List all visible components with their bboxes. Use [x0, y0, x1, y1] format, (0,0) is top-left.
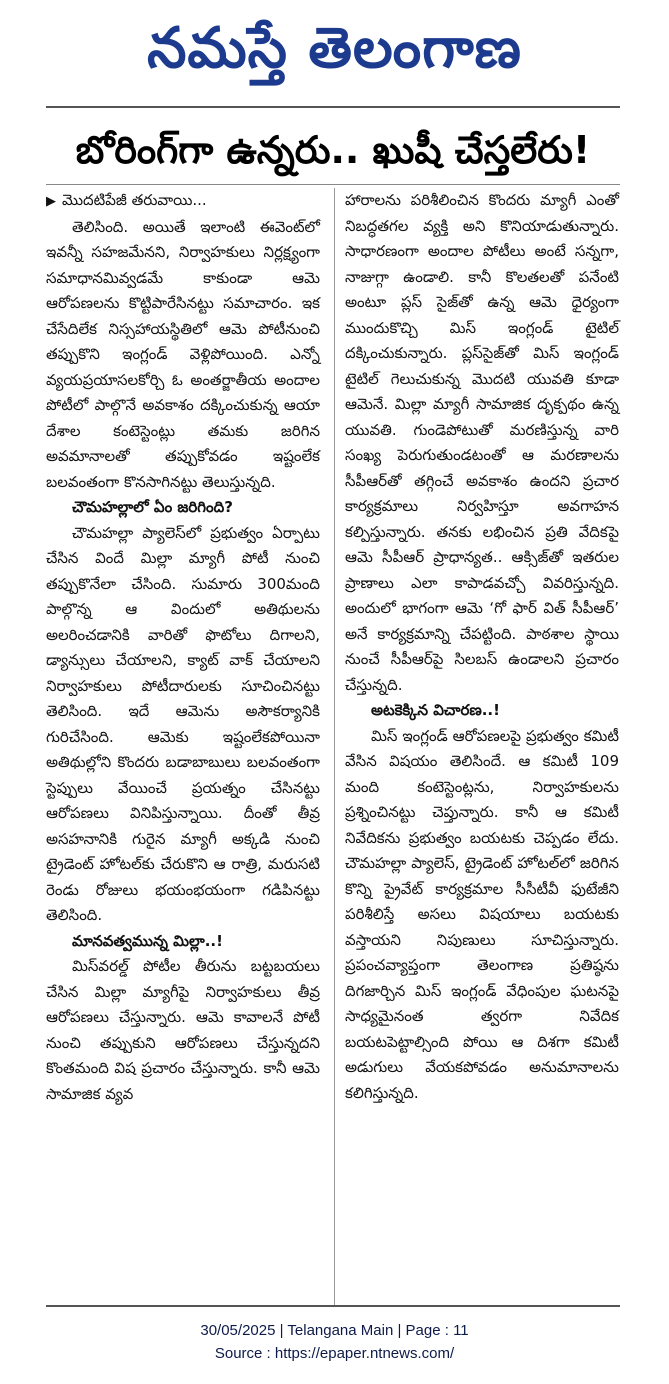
subheading: మానవత్వమున్న మిల్లా..! — [72, 931, 223, 950]
continuation-lead — [46, 188, 320, 215]
top-rule — [46, 106, 620, 108]
subheading: అటకెక్కిన విచారణ..! — [371, 701, 500, 719]
article-column-right — [345, 188, 619, 1106]
footer-source-link[interactable]: Source : https://epaper.ntnews.com/ — [214, 1345, 455, 1362]
article-paragraph: మిస్ ఇంగ్లండ్ ఆరోపణలపై ప్రభుత్వం కమిటీ వేసిన విషయం తెలిసిందే. ఆ కమిటీ 109 మంది కంటెస్టెంట్లను, నిర్వాహకులను ప్రశ్నించినట్టు చెప్తున్నారు. కానీ ఆ కమిటీ నివేదికను ప్రభుత్వం బయటకు చెప్పడం లేదు. చౌమహల్లా ప్యాలెస్, ట్రైడెంట్ హోటల్‌లో జరిగిన కొన్ని ప్రైవేట్ కార్యక్రమాల సీసీటీవీ ఫుటేజీని పరిశీలిస్తే అసలు విషయాలు బయటకు వస్తాయని నిపుణులు సూచిస్తున్నారు. ప్రపంచవ్యాప్తంగా తెలంగాణ ప్రతిష్ఠను దిగజార్చిన మిస్ ఇంగ్లండ్ వేధింపుల ఘటనపై సాధ్యమైనంత త్వరగా నివేదిక బయటపెట్టాల్సింది పోయి ఆ దిశగా కమిటీ అడుగులు వేయకపోవడం అనుమానాలను కలిగిస్తున్నది. — [345, 726, 619, 1102]
arrow-right-icon: ▶ — [46, 194, 56, 209]
headline-rule — [46, 184, 620, 185]
article-paragraph: చౌమహల్లా ప్యాలెస్‌లో ప్రభుత్వం ఏర్పాటు చేసిన విందే మిల్లా మ్యాగీ పోటీ నుంచి తప్పుకొనేలా చేసింది. సుమారు 300మంది పాల్గొన్న ఆ విందులో అతిథులను అలరించడానికి వారితో ఫొటోలు దిగాలని, డ్యాన్సులు చేయాలని, క్యాట్ వాక్ చేయాలని నిర్వాహకులు పోటీదారులకు సూచించినట్టు తెలిసింది. ఇదే ఆమెను అసౌకర్యానికి గురిచేసింది. ఆమెకు ఇష్టంలేకపోయినా అతిథుల్లోని కొందరు బడాబాబులు బలవంతంగా స్టెప్పులు వేయించే ప్రయత్నం చేసినట్టు ఆరోపణలు వినిపిస్తున్నాయి. దీంతో తీవ్ర అసహనానికి గురైన మ్యాగీ అక్కడి నుంచి ట్రైడెంట్ హోటల్‌కు చేరుకొని ఆ రాత్రి, మరుసటి రెండు రోజులు భయంభయంగా గడిపినట్టు తెలిసింది. — [46, 523, 320, 924]
masthead — [0, 8, 669, 90]
headline — [46, 120, 620, 180]
subheading: చౌమహల్లాలో ఏం జరిగింది? — [72, 498, 233, 516]
headline-text: బోరింగ్‌గా ఉన్నరు.. ఖుషీ చేస్తలేరు! — [75, 128, 591, 172]
article-paragraph: మిస్‌వరల్డ్ పోటీల తీరును బట్టబయలు చేసిన మిల్లా మ్యాగీపై నిర్వాహకులు తీవ్ర ఆరోపణలు చేస్తున్నారు. ఆమె కావాలనే పోటీ నుంచి తప్పుకుని ఆరోపణలు చేస్తున్నదని కొంతమంది విష ప్రచారం చేస్తున్నారు. కానీ ఆమె సామాజిక వ్యవ — [46, 957, 320, 1103]
article-paragraph: తెలిసింది. అయితే ఇలాంటి ఈవెంట్‌లో ఇవన్నీ సహజమేనని, నిర్వాహకులు నిర్లక్ష్యంగా సమాధానమివ్వడమే కాకుండా ఆమె ఆరోపణలను కొట్టిపారేసినట్టు సమాచారం. ఇక చేసేదిలేక నిస్సహాయస్థితిలో ఆమె పోటీనుంచి తప్పుకొని ఇంగ్లండ్ వెళ్లిపోయింది. ఎన్నో వ్యయప్రయాసలకోర్చి ఓ అంతర్జాతీయ అందాల పోటీలో పాల్గొనే అవకాశం దక్కించుకున్న ఆయా దేశాల కంటెస్టెంట్లు తమకు జరిగిన అవమానాలతో తప్పుకోవడం ఇష్టంలేక బలవంతంగా కొనసాగినట్టు తెలుస్తున్నది. — [46, 217, 320, 491]
article-column-left — [46, 188, 320, 1107]
masthead-title: నమస్తే తెలంగాణ — [147, 16, 522, 81]
column-divider — [334, 188, 335, 1305]
bottom-rule — [46, 1305, 620, 1307]
article-paragraph: హారాలను పరిశీలించిన కొందరు మ్యాగీ ఎంతో నిబద్ధతగల వ్యక్తి అని కొనియాడుతున్నారు. సాధారణంగా అందాల పోటీలు అంటే సన్నగా, నాజుగ్గా ఉండాలి. కానీ కొలతలతో పనేంటి అంటూ ప్లస్ సైజ్‌తో ఉన్న ఆమె ధైర్యంగా ముందుకొచ్చి మిస్ ఇంగ్లండ్ టైటిల్ దక్కించుకున్నారు. ప్లస్‌సైజ్‌తో మిస్ ఇంగ్లండ్ టైటిల్ గెలుచుకున్న మొదటి యువతి కూడా ఆమెనే. మిల్లా మ్యాగీ సామాజిక దృక్పథం ఉన్న యువతి. గుండెపోటుతో మరణిస్తున్న వారి సంఖ్య పెరుగుతుండటంతో ఆ మరణాలను సీపీఆర్‌తో తగ్గించే అవకాశం ఉందని ప్రచార కార్యక్రమాలు నిర్వహిస్తూ అవగాహన కల్పిస్తున్నారు. తనకు లభించిన ప్రతి వేదికపై ఆమె సీపీఆర్ ప్రాధాన్యత.. ఆక్సిజ్‌తో ఇతరుల ప్రాణాలు ఎలా కాపాడవచ్చో వివరిస్తున్నది. అందులో భాగంగా ఆమె ‘గో ఫార్ విత్ సీపీఆర్’ అనే కార్యక్రమాన్ని చేపట్టింది. పాఠశాల స్థాయి నుంచే సీపీఆర్‌పై సిలబస్ ఉండాలని ప్రచారం చేస్తున్నది. — [345, 191, 619, 694]
footer-date-page: 30/05/2025 | Telangana Main | Page : 11 — [200, 1322, 469, 1339]
continuation-label: మొదటిపేజీ తరువాయి... — [62, 191, 207, 209]
